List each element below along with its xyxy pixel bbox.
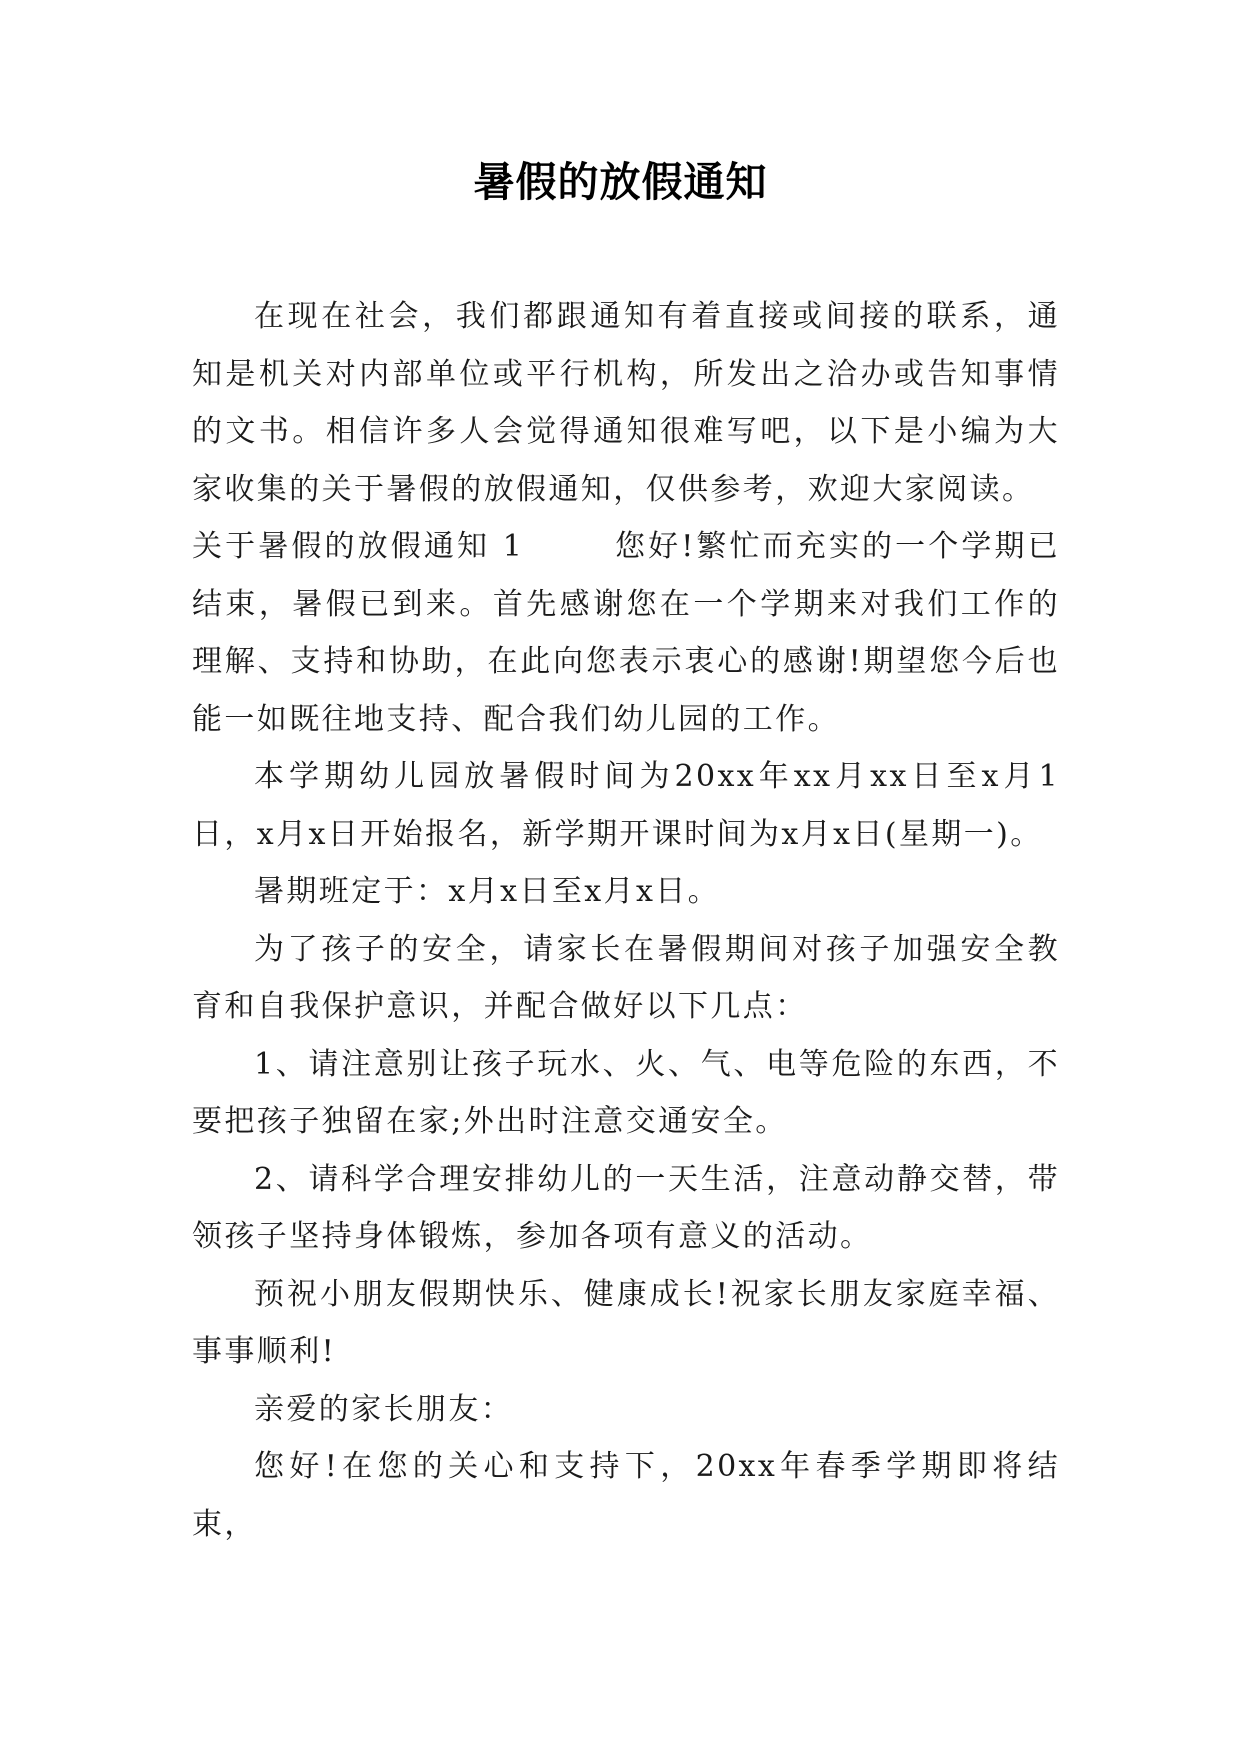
paragraph-holiday-dates: 本学期幼儿园放暑假时间为20xx年xx月xx日至x月1日，x月x日开始报名，新学期开课时间为x月x日(星期一)。	[192, 759, 1060, 852]
paragraph-summer-class: 暑期班定于：x月x日至x月x日。	[254, 874, 721, 909]
intro-paragraph: 在现在社会，我们都跟通知有着直接或间接的联系，通知是机关对内部单位或平行机构，所发出之洽办或告知事情的文书。相信许多人会觉得通知很难写吧，以下是小编为大家收集的关于暑假的放假通知，仅供参考，欢迎大家阅读。	[192, 299, 1060, 507]
paragraph-salutation: 亲爱的家长朋友：	[254, 1391, 514, 1427]
document-title: 暑假的放假通知	[473, 158, 768, 206]
paragraph-point-1: 1、请注意别让孩子玩水、火、气、电等危险的东西，不要把孩子独留在家;外出时注意交通安全。	[192, 1046, 1060, 1139]
document-body	[192, 288, 1060, 1553]
paragraph-point-2: 2、请科学合理安排幼儿的一天生活，注意动静交替，带领孩子坚持身体锻炼，参加各项有意义的活动。	[192, 1161, 1060, 1254]
section-heading: 关于暑假的放假通知 1	[192, 529, 525, 564]
paragraph-safety: 为了孩子的安全，请家长在暑假期间对孩子加强安全教育和自我保护意识，并配合做好以下几点：	[192, 931, 1060, 1024]
paragraph-wishes: 预祝小朋友假期快乐、健康成长!祝家长朋友家庭幸福、事事顺利!	[192, 1276, 1060, 1369]
paragraph-greeting: 您好!在您的关心和支持下，20xx年春季学期即将结束，	[192, 1449, 1060, 1542]
section-paragraph	[192, 518, 1060, 748]
section-first-text: 您好!繁忙而充实的一个学期已结束，暑假已到来。首先感谢您在一个学期来对我们工作的理解、支持和协助，在此向您表示衷心的感谢!期望您今后也能一如既往地支持、配合我们幼儿园的工作。	[192, 529, 1061, 737]
